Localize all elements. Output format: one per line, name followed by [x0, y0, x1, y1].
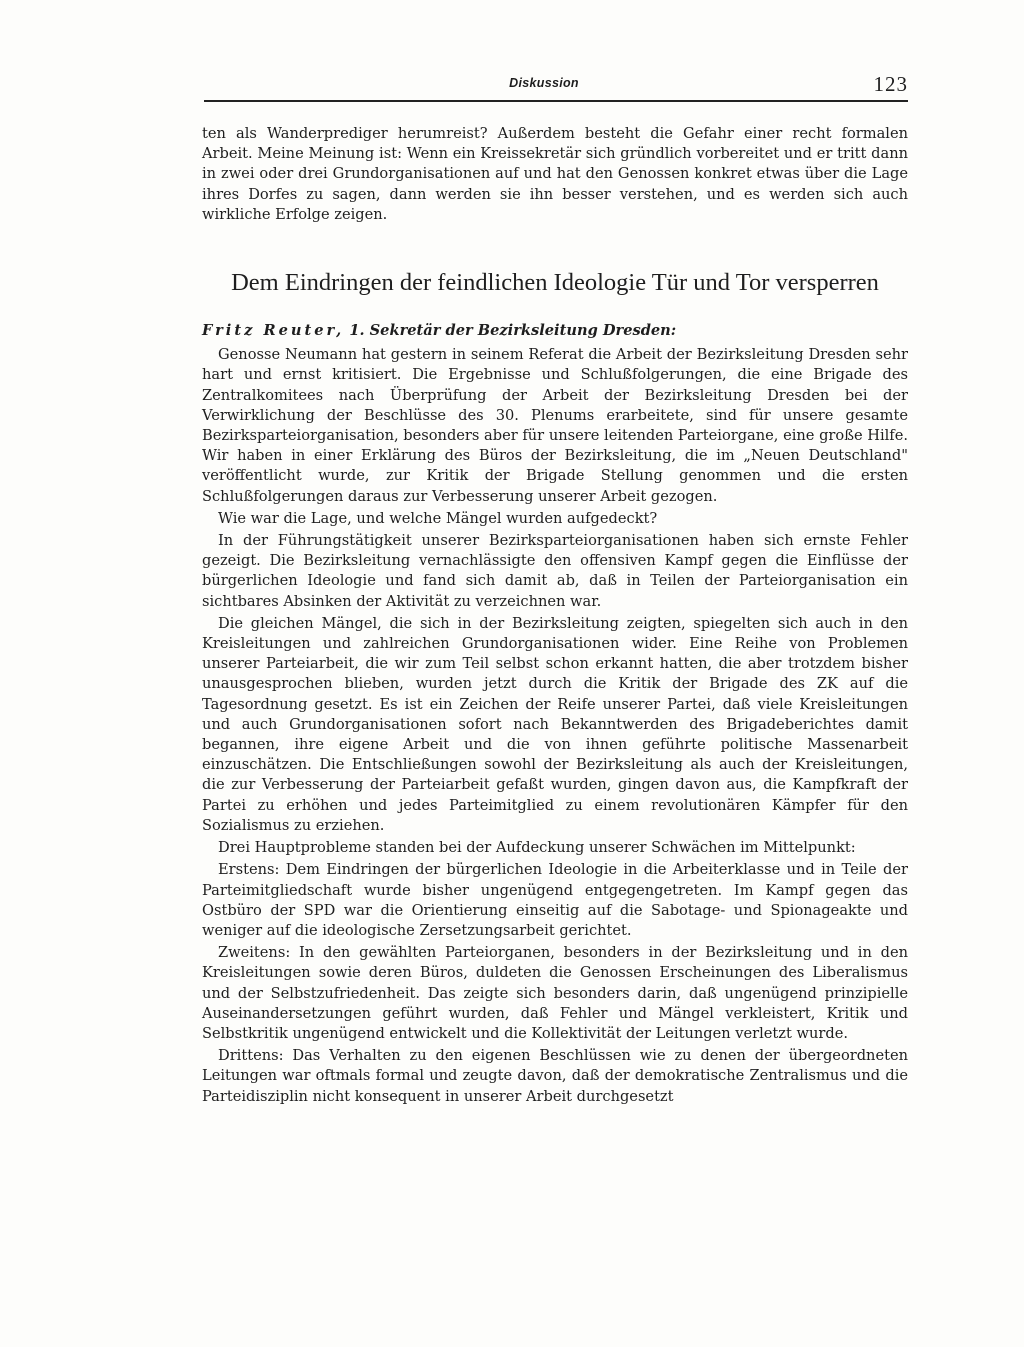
paragraph: Wie war die Lage, und welche Mängel wurden aufgedeckt? — [218, 509, 658, 527]
page-header — [204, 72, 908, 102]
body-text — [202, 124, 908, 1109]
page-number: 123 — [873, 72, 908, 96]
paragraph: Drittens: Das Verhalten zu den eigenen Beschlüssen wie zu denen der übergeordneten Leitungen war oftmals formal und zeugte davon, daß der demokratische Zentralismus und die Parteidisziplin nicht konsequent in unserer Arbeit durchgesetzt — [202, 1047, 908, 1105]
paragraph: Erstens: Dem Eindringen der bürgerlichen Ideologie in die Arbeiterklasse und in Teile der Parteimitgliedschaft wurde bisher ungenügend entgegengetreten. Im Kampf gegen das Ostbüro der SPD war die Orientierung einseitig auf die Sabotage- und Spionageakte und weniger auf die ideologische Zersetzungsarbeit gerichtet. — [202, 861, 908, 939]
paragraph: Genosse Neumann hat gestern in seinem Referat die Arbeit der Bezirksleitung Dresden sehr hart und ernst kritisiert. Die Ergebnisse und Schlußfolgerungen, die eine Brigade des Zentralkomitees nach Überprüfung der Arbeit der Bezirksleitung Dresden bei der Verwirklichung der Beschlüsse des 30. Plenums erarbeitete, sind für unsere gesamte Bezirksparteiorganisation, besonders aber für unsere leitenden Parteiorgane, eine große Hilfe. Wir haben in einer Erklärung des Büros der Bezirksleitung, die im „Neuen Deutschland" veröffentlicht wurde, zur Kritik der Brigade Stellung genommen und die ersten Schlußfolgerungen daraus zur Verbesserung unserer Arbeit gezogen. — [202, 346, 908, 505]
running-head: Diskussion — [509, 76, 579, 90]
paragraph: Drei Hauptprobleme standen bei der Aufdeckung unserer Schwächen im Mittelpunkt: — [218, 839, 856, 857]
paragraph: In der Führungstätigkeit unserer Bezirksparteiorganisationen haben sich ernste Fehler gezeigt. Die Bezirksleitung vernachlässigte den offensiven Kampf gegen die Einflüsse der bürgerlichen Ideologie und fand sich damit ab, daß in Teilen der Parteiorganisation ein sichtbares Absinken der Aktivität zu verzeichnen war. — [202, 532, 908, 610]
intro-paragraph: ten als Wanderprediger herumreist? Außerdem besteht die Gefahr einer recht formalen Arbeit. Meine Meinung ist: Wenn ein Kreissekretär sich gründlich vorbereitet und er tritt dann in zwei oder drei Grundorganisationen auf und hat den Genossen konkret etwas über die Lage ihres Dorfes zu sagen, dann werden sie ihn besser verstehen, und es werden sich auch wirkliche Erfolge zeigen. — [202, 125, 908, 223]
speaker-name: Fritz Reuter, — [202, 322, 345, 340]
paragraph: Zweitens: In den gewählten Parteiorganen, besonders in der Bezirksleitung und in den Kreisleitungen sowie deren Büros, duldeten die Genossen Erscheinungen des Liberalismus und der Selbstzufriedenheit. Das zeigte sich besonders darin, daß ungenügend prinzipielle Auseinandersetzungen geführt wurden, daß Fehler und Mängel verkleistert, Kritik und Selbstkritik ungenügend entwickelt und die Kollektivität der Leitungen verletzt wurde. — [202, 944, 908, 1042]
speaker-role: 1. Sekretär der Bezirksleitung Dresden: — [349, 322, 677, 340]
paragraph: Die gleichen Mängel, die sich in der Bezirksleitung zeigten, spiegelten sich auch in den Kreisleitungen und zahlreichen Grundorganisationen wider. Eine Reihe von Problemen unserer Parteiarbeit, die wir zum Teil selbst schon erkannt hatten, die aber trotzdem bisher unausgesprochen blieben, wurden jetzt durch die Kritik der Brigade des ZK auf die Tagesordnung gesetzt. Es ist ein Zeichen der Reife unserer Partei, daß viele Kreisleitungen und auch Grundorganisationen sofort nach Bekanntwerden des Brigadeberichtes damit begannen, ihre eigene Arbeit und die von ihnen geführte politische Massenarbeit einzuschätzen. Die Entschließungen sowohl der Bezirksleitung als auch der Kreisleitungen, die zur Verbesserung der Parteiarbeit gefaßt wurden, gingen davon aus, die Kampfkraft der Partei zu erhöhen und jedes Parteimitglied zu einem revolutionären Kämpfer für den Sozialismus zu erziehen. — [202, 614, 908, 834]
section-heading: Dem Eindringen der feindlichen Ideologie Tür und Tor versperren — [231, 269, 879, 297]
speaker-line — [202, 321, 908, 341]
